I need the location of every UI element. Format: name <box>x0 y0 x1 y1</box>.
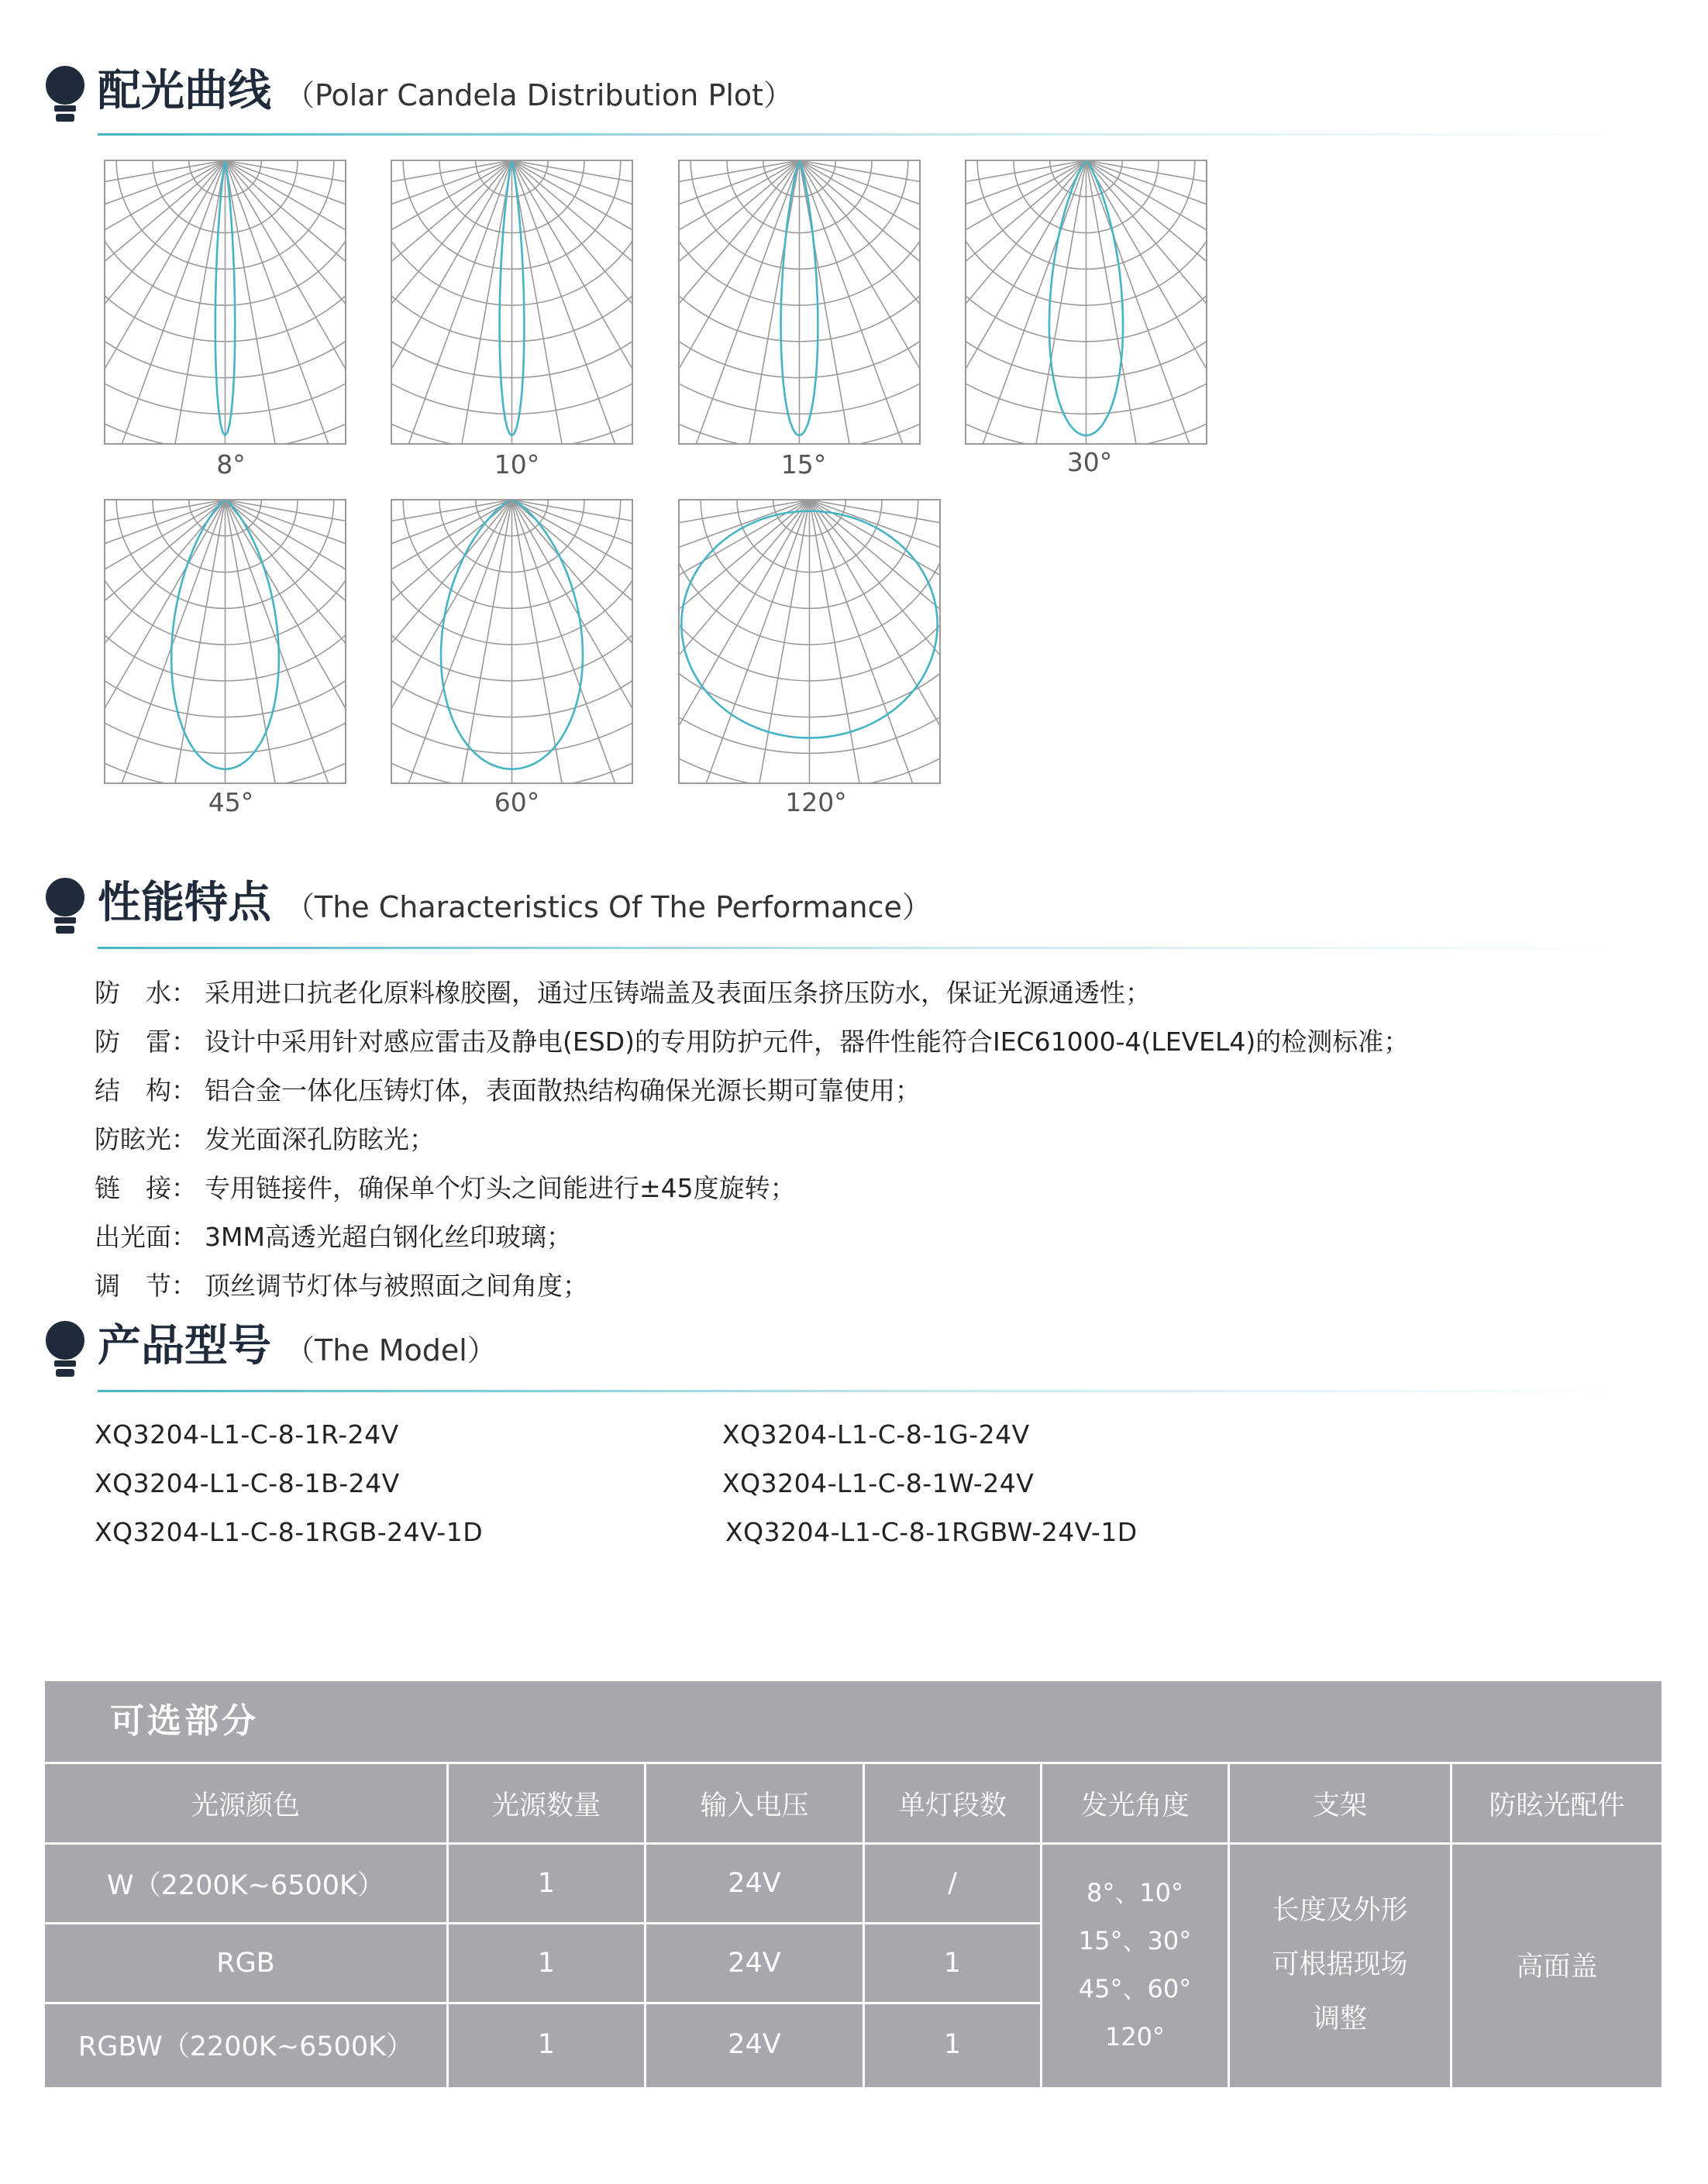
beam-angle-label: 15° <box>780 449 827 480</box>
section-title: 性能特点 （The Characteristics Of The Performance） <box>98 878 931 928</box>
polar-grid-spoke <box>1086 160 1451 595</box>
polar-grid-spoke <box>435 160 800 595</box>
table-header: 发光角度 <box>1080 1790 1190 1821</box>
angle-option-line: 15°、30° <box>1078 1926 1192 1955</box>
polar-grid-spoke <box>595 160 1086 444</box>
section-subtitle: （The Model） <box>285 1333 497 1367</box>
section-divider <box>98 947 1640 949</box>
section-header-model <box>43 1316 1632 1381</box>
polar-grid-spoke <box>810 500 1343 693</box>
table-header: 单灯段数 <box>897 1790 1007 1821</box>
table-cell: W（2200K~6500K） <box>107 1870 384 1901</box>
table-cell: 24V <box>728 1868 781 1899</box>
feature-text: 铝合金一体化压铸灯体，表面散热结构确保光源长期可靠使用； <box>205 1075 921 1106</box>
table-cell: 24V <box>728 1948 781 1979</box>
beam-angle-label: 60° <box>494 787 540 817</box>
options-table <box>45 1681 1662 2087</box>
polar-grid-spoke <box>987 160 1086 719</box>
feature-row <box>95 1212 1409 1261</box>
feature-label: 防 雷： <box>95 1027 197 1057</box>
section-title: 产品型号 （The Model） <box>98 1321 497 1371</box>
table-header: 光源数量 <box>491 1790 601 1821</box>
table-header: 支架 <box>1312 1790 1367 1821</box>
bracket-line: 可根据现场 <box>1272 1949 1408 1980</box>
feature-text: 设计中采用针对感应雷击及静电(ESD)的专用防护元件，器件性能符合IEC61000-4(LEVEL4)的检测标准； <box>205 1027 1410 1057</box>
polar-grid-spoke <box>512 160 706 693</box>
table-cell: 24V <box>728 2029 781 2060</box>
polar-grid-spoke <box>1086 160 1185 719</box>
table-cell: 1 <box>943 2029 962 2060</box>
bracket-line: 调整 <box>1312 2003 1367 2034</box>
feature-row <box>95 1017 1409 1066</box>
polar-grid-spoke <box>226 160 717 444</box>
feature-row <box>95 1115 1409 1164</box>
table-cell: 1 <box>537 2029 556 2060</box>
table-header: 光源颜色 <box>191 1790 300 1821</box>
model-number: XQ3204-L1-C-8-1RGB-24V-1D <box>95 1517 484 1547</box>
beam-angle-label: 45° <box>208 787 254 817</box>
polar-grid-spoke <box>605 160 799 693</box>
options-title: 可选部分 <box>110 1701 259 1741</box>
polar-grid-spoke <box>21 500 512 783</box>
feature-label: 链 接： <box>95 1173 197 1203</box>
polar-grid-spoke <box>512 160 1004 444</box>
polar-grid-spoke <box>810 500 1369 598</box>
polar-grid-spoke <box>226 160 419 693</box>
polar-grid-spoke <box>810 500 1301 783</box>
polar-grid-spoke <box>308 160 800 444</box>
section-header-performance <box>43 872 1632 937</box>
polar-plot <box>0 174 793 852</box>
table-header: 输入电压 <box>700 1790 809 1821</box>
beam-angle-label: 10° <box>494 449 540 480</box>
section-subtitle: （The Characteristics Of The Performance） <box>285 890 931 924</box>
feature-row <box>95 1261 1409 1310</box>
table-cell: 1 <box>943 1948 962 1979</box>
beam-angle-label: 8° <box>216 449 246 480</box>
polar-grid-spoke <box>31 160 225 693</box>
feature-label: 防眩光： <box>95 1124 197 1154</box>
polar-plot <box>519 0 1654 727</box>
feature-text: 专用链接件，确保单个灯头之间能进行±45度旋转； <box>205 1173 796 1203</box>
polar-grid-ring <box>0 0 551 487</box>
polar-grid-spoke <box>1086 160 1620 354</box>
polar-grid-spoke <box>800 160 1083 652</box>
table-cell: RGB <box>216 1948 275 1979</box>
polar-plot <box>0 0 793 727</box>
polar-grid-spoke <box>1086 160 1578 444</box>
table-cell-glare: 高面盖 <box>1516 1952 1598 1983</box>
polar-grid-spoke <box>800 160 1291 444</box>
table-cell: 1 <box>537 1948 556 1979</box>
polar-grid-ring <box>0 0 479 414</box>
polar-grid-spoke <box>1086 160 1645 259</box>
table-cell: / <box>948 1868 957 1899</box>
polar-grid-spoke <box>512 160 796 652</box>
table-cell-angles <box>1042 1845 1228 2085</box>
bracket-line: 长度及外形 <box>1272 1895 1408 1926</box>
feature-label: 结 构： <box>95 1075 197 1106</box>
beam-angle-label: 120° <box>785 787 847 817</box>
feature-label: 防 水： <box>95 978 197 1008</box>
table-cell: 1 <box>537 1868 556 1899</box>
feature-text: 采用进口抗老化原料橡胶圈，通过压铸端盖及表面压条挤压防水，保证光源通透性； <box>205 978 1151 1008</box>
feature-text: 3MM高透光超白钢化丝印玻璃； <box>205 1222 572 1252</box>
section-subtitle: （Polar Candela Distribution Plot） <box>285 78 794 112</box>
polar-plots <box>0 0 1708 852</box>
model-number: XQ3204-L1-C-8-1B-24V <box>95 1468 400 1498</box>
model-number: XQ3204-L1-C-8-1R-24V <box>95 1419 399 1450</box>
feature-text: 发光面深孔防眩光； <box>205 1124 435 1154</box>
polar-grid-spoke <box>800 160 1333 354</box>
model-number: XQ3204-L1-C-8-1G-24V <box>722 1419 1030 1450</box>
polar-grid-spoke <box>800 160 993 693</box>
polar-grid-spoke <box>0 160 226 652</box>
feature-row <box>95 968 1409 1017</box>
bulb-icon <box>43 1320 87 1379</box>
feature-label: 出光面： <box>95 1222 197 1252</box>
feature-text: 顶丝调节灯体与被照面之间角度； <box>205 1271 588 1301</box>
polar-grid-spoke <box>0 160 511 354</box>
polar-grid-spoke <box>512 500 1045 693</box>
features-list <box>95 968 1409 1310</box>
angle-option-line: 8°、10° <box>1086 1878 1184 1907</box>
section-title: 配光曲线 （Polar Candela Distribution Plot） <box>98 66 794 116</box>
table-cell-bracket <box>1230 1845 1450 2085</box>
section-divider <box>98 1390 1640 1392</box>
polar-grid-spoke <box>516 160 800 652</box>
beam-angle-label: 30° <box>1066 447 1113 477</box>
polar-grid-spoke <box>318 160 511 693</box>
polar-grid-spoke <box>1086 160 1370 652</box>
angle-option-line: 120° <box>1104 2022 1166 2052</box>
table-cell: RGBW（2200K~6500K） <box>77 2031 414 2062</box>
angle-option-line: 45°、60° <box>1078 1974 1192 2003</box>
feature-row <box>95 1066 1409 1115</box>
feature-row <box>95 1164 1409 1212</box>
polar-plot <box>232 0 1367 727</box>
polar-grid-spoke <box>0 500 511 693</box>
table-header: 防眩光配件 <box>1489 1790 1625 1821</box>
polar-grid-spoke <box>226 500 784 598</box>
polar-grid-spoke <box>21 160 512 444</box>
bulb-icon <box>43 877 87 936</box>
model-number: XQ3204-L1-C-8-1W-24V <box>722 1468 1035 1498</box>
polar-grid-spoke <box>803 160 1086 652</box>
feature-label: 调 节： <box>95 1271 197 1301</box>
polar-grid-spoke <box>512 160 877 595</box>
model-number: XQ3204-L1-C-8-1RGBW-24V-1D <box>725 1517 1138 1547</box>
